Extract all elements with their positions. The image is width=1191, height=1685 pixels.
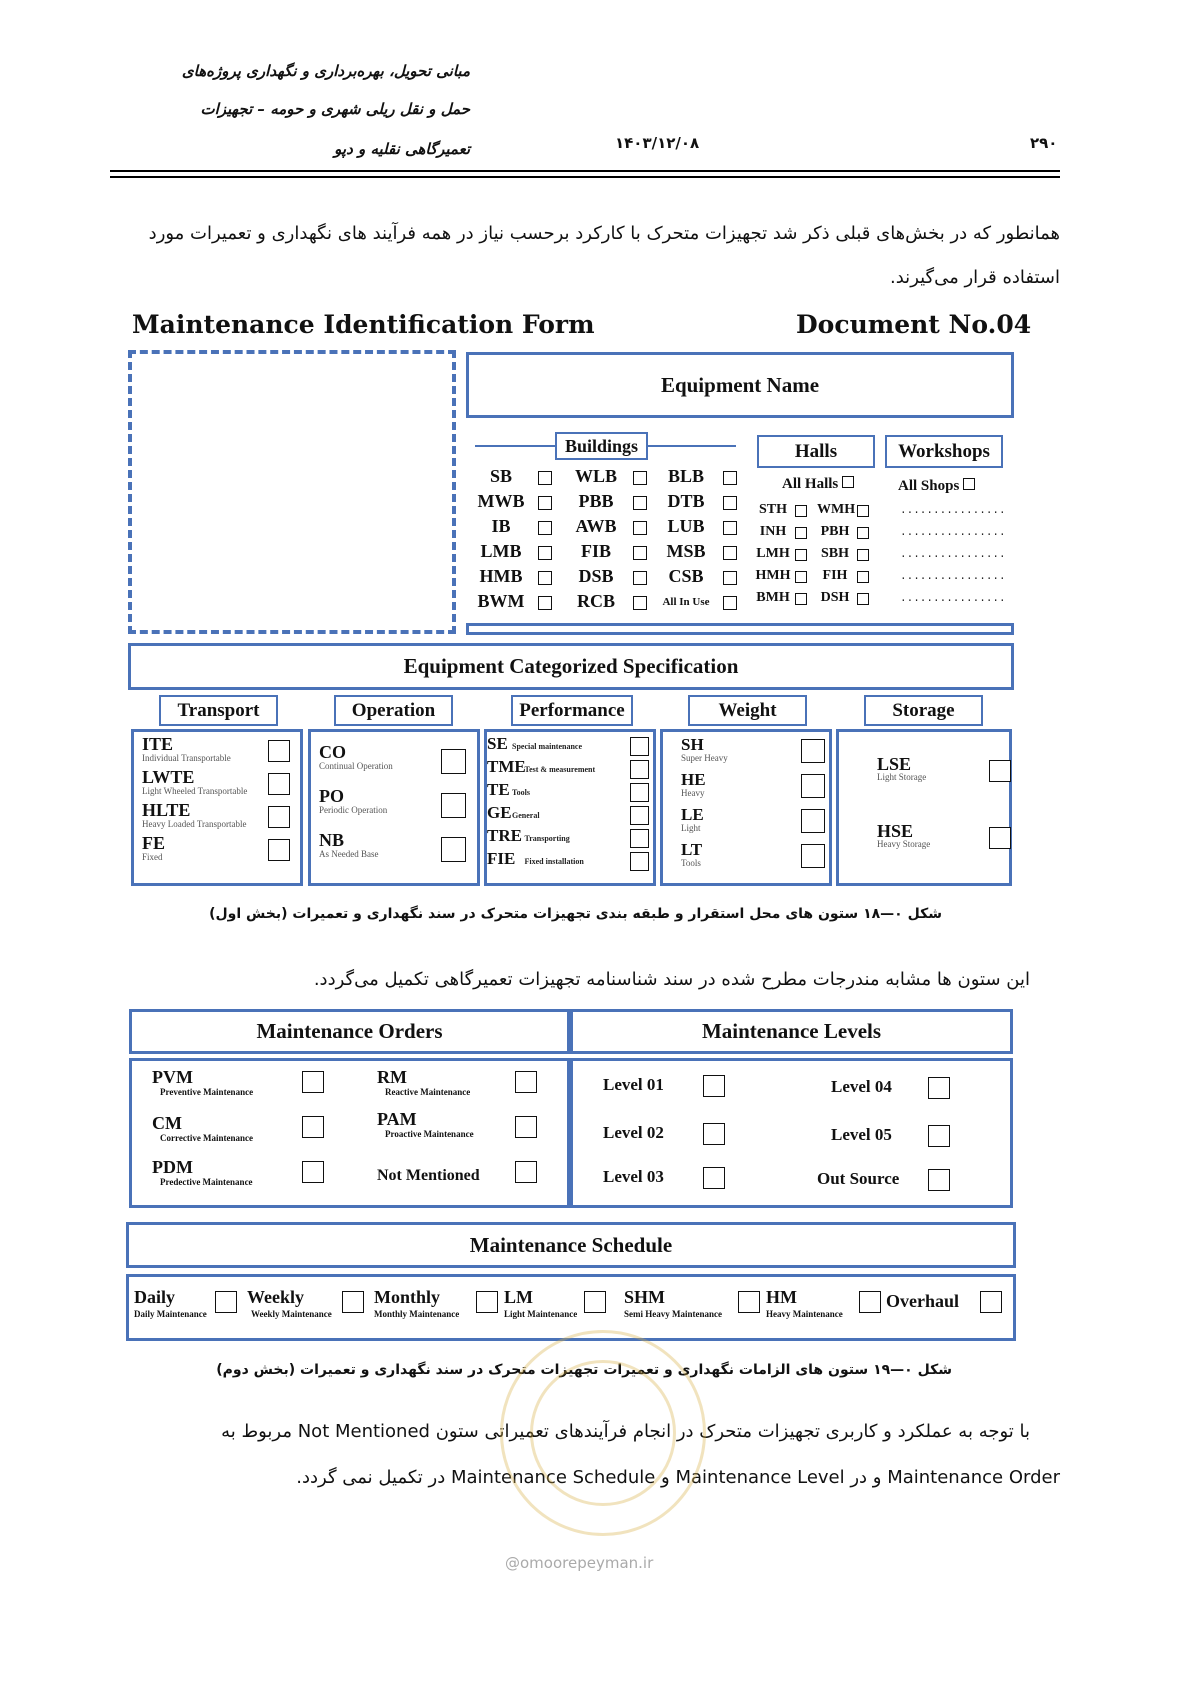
operation-po-desc: Periodic Operation xyxy=(319,805,388,815)
book-title-line3: تعمیرگاهی نقلیه و دپو xyxy=(334,140,470,158)
form-title: Maintenance Identification Form xyxy=(132,310,595,339)
schedule-overhaul-checkbox[interactable] xyxy=(980,1291,1002,1313)
transport-lwte-desc: Light Wheeled Transportable xyxy=(142,786,248,796)
building-csb-label: CSB xyxy=(668,566,704,586)
weight-sh-desc: Super Heavy xyxy=(681,753,728,763)
order-pam-code: PAM xyxy=(377,1109,417,1129)
storage-lse-checkbox[interactable] xyxy=(989,760,1011,782)
hall-dsh-label: DSH xyxy=(820,590,850,605)
schedule-monthly-code: Monthly xyxy=(374,1287,441,1307)
transport-ite-code: ITE xyxy=(142,734,174,754)
level-level-01-label: Level 01 xyxy=(603,1075,664,1094)
equipment-name-box[interactable] xyxy=(466,352,1014,418)
transport-ite-checkbox[interactable] xyxy=(268,740,290,762)
operation-nb-checkbox[interactable] xyxy=(441,837,466,862)
header-rule-top xyxy=(110,170,1060,172)
weight-sh-code: SH xyxy=(681,735,704,754)
transport-lwte-code: LWTE xyxy=(142,767,195,787)
transport-fe-code: FE xyxy=(142,833,166,853)
operation-nb-desc: As Needed Base xyxy=(319,849,379,859)
weight-lt-desc: Tools xyxy=(681,858,701,868)
schedule-weekly-checkbox[interactable] xyxy=(342,1291,364,1313)
schedule-overhaul-code: Overhaul xyxy=(886,1291,960,1311)
performance-fie-desc: Fixed installation xyxy=(524,857,584,866)
intro-paragraph: همانطور که در بخش‌های قبلی ذکر شد تجهیزات متحرک با کارکرد برحسب نیاز در همه فرآیند های نگهداری و تعمیرات مورد استفاده قرار می‌گیرند. xyxy=(148,223,1060,288)
photo-placeholder[interactable] xyxy=(128,350,456,634)
order-pam-checkbox[interactable] xyxy=(515,1116,537,1138)
performance-te-code: TE xyxy=(487,780,510,799)
performance-te-desc: Tools xyxy=(512,788,530,797)
order-pvm-desc: Preventive Maintenance xyxy=(160,1087,254,1097)
building-lub-checkbox[interactable] xyxy=(723,521,737,535)
level-level-02-label: Level 02 xyxy=(603,1123,664,1142)
level-level-05-label: Level 05 xyxy=(831,1125,892,1144)
hall-pbh-checkbox[interactable] xyxy=(857,527,869,539)
all-halls-label: All Halls xyxy=(782,476,839,492)
order-cm-code: CM xyxy=(152,1113,182,1133)
building-msb-checkbox[interactable] xyxy=(723,546,737,560)
hall-sbh-checkbox[interactable] xyxy=(857,549,869,561)
building-msb-label: MSB xyxy=(666,541,706,561)
buildings-label: Buildings xyxy=(555,432,648,460)
hall-fih-label: FIH xyxy=(822,568,848,583)
schedule-monthly-desc: Monthly Maintenance xyxy=(374,1309,460,1319)
watermark-at-icon: @ xyxy=(505,1554,520,1572)
order-not-mentioned-code: Not Mentioned xyxy=(377,1167,480,1184)
transport-hlte-checkbox[interactable] xyxy=(268,806,290,828)
buildings-line-right xyxy=(648,445,736,447)
weight-he-checkbox[interactable] xyxy=(801,774,825,798)
watermark-seal-inner xyxy=(530,1360,676,1506)
building-lmb-label: LMB xyxy=(480,541,522,561)
operation-co-code: CO xyxy=(319,742,346,762)
workshop-blank-1[interactable]: ................ xyxy=(900,505,1006,517)
order-pvm-checkbox[interactable] xyxy=(302,1071,324,1093)
transport-fe-desc: Fixed xyxy=(142,852,163,862)
level-level-03-checkbox[interactable] xyxy=(703,1167,725,1189)
hall-bmh-checkbox[interactable] xyxy=(795,593,807,605)
hall-lmh-label: LMH xyxy=(756,546,790,561)
all-shops-label: All Shops xyxy=(898,478,960,494)
hall-sbh-label: SBH xyxy=(820,546,849,561)
transport-hlte-code: HLTE xyxy=(142,800,191,820)
workshop-blank-3[interactable]: ................ xyxy=(900,549,1006,561)
hall-hmh-label: HMH xyxy=(755,568,791,583)
levels-header xyxy=(570,1009,1013,1054)
building-rcb-label: RCB xyxy=(576,591,615,611)
spec-title: Equipment Categorized Specification xyxy=(403,654,739,678)
building-dsb-checkbox[interactable] xyxy=(633,571,647,585)
performance-tme-desc: Test & measurement xyxy=(524,765,596,774)
building-ib-checkbox[interactable] xyxy=(538,521,552,535)
orders-box xyxy=(129,1058,570,1208)
weight-box xyxy=(660,729,832,886)
orders-title: Maintenance Orders xyxy=(256,1019,443,1043)
performance-se-code: SE xyxy=(487,734,508,753)
schedule-daily-code: Daily xyxy=(134,1287,176,1307)
building-dsb-label: DSB xyxy=(578,566,614,586)
schedule-shm-checkbox[interactable] xyxy=(738,1291,760,1313)
schedule-hm-code: HM xyxy=(766,1287,797,1307)
building-all-in-use-label: All In Use xyxy=(662,596,710,608)
weight-he-desc: Heavy xyxy=(681,788,705,798)
book-title-line2: حمل و نقل ریلی شهری و حومه – تجهیزات xyxy=(200,100,470,118)
page-number: ۲۹۰ xyxy=(1030,134,1058,152)
transport-hlte-desc: Heavy Loaded Transportable xyxy=(142,819,247,829)
order-pdm-desc: Predective Maintenance xyxy=(160,1177,253,1187)
building-dtb-label: DTB xyxy=(667,491,705,511)
hall-wmh-checkbox[interactable] xyxy=(857,505,869,517)
workshop-blank-2[interactable]: ................ xyxy=(900,527,1006,539)
schedule-weekly-desc: Weekly Maintenance xyxy=(251,1309,332,1319)
storage-hse-desc: Heavy Storage xyxy=(877,839,931,849)
building-fib-label: FIB xyxy=(580,541,611,561)
order-cm-checkbox[interactable] xyxy=(302,1116,324,1138)
storage-hse-checkbox[interactable] xyxy=(989,827,1011,849)
workshop-blank-4[interactable]: ................ xyxy=(900,571,1006,583)
performance-fie-checkbox[interactable] xyxy=(630,852,649,871)
halls-label: Halls xyxy=(757,435,875,468)
order-pdm-code: PDM xyxy=(152,1157,193,1177)
hall-fih-checkbox[interactable] xyxy=(857,571,869,583)
level-out-source-label: Out Source xyxy=(817,1169,900,1188)
building-mwb-checkbox[interactable] xyxy=(538,496,552,510)
weight-he-code: HE xyxy=(681,770,706,789)
hall-wmh-label: WMH xyxy=(817,502,856,517)
schedule-lm-code: LM xyxy=(504,1287,533,1307)
order-rm-desc: Reactive Maintenance xyxy=(385,1087,471,1097)
building-wlb-checkbox[interactable] xyxy=(633,471,647,485)
performance-tme-checkbox[interactable] xyxy=(630,760,649,779)
schedule-hm-desc: Heavy Maintenance xyxy=(766,1309,843,1319)
category-weight: Weight xyxy=(688,695,807,726)
closing-paragraph-line2: Maintenance Order و در Maintenance Level و Maintenance Schedule در تکمیل نمی گردد. xyxy=(296,1467,1060,1488)
figure-caption-2: شکل ۰—۱۹ ستون های الزامات نگهداری و تعمیرات تجهیزات متحرک در سند نگهداری و تعمیرات (بخش دوم) xyxy=(216,1362,952,1378)
figure-caption-1: شکل ۰—۱۸ ستون های محل استقرار و طبقه بندی تجهیزات متحرک در سند نگهداری و تعمیرات (بخش اول) xyxy=(209,906,942,922)
building-pbb-checkbox[interactable] xyxy=(633,496,647,510)
weight-lt-code: LT xyxy=(681,840,703,859)
level-level-01-checkbox[interactable] xyxy=(703,1075,725,1097)
building-all-in-use-checkbox[interactable] xyxy=(723,596,737,610)
schedule-title: Maintenance Schedule xyxy=(469,1233,673,1257)
schedule-lm-checkbox[interactable] xyxy=(584,1291,606,1313)
operation-po-code: PO xyxy=(319,786,344,806)
hall-bmh-label: BMH xyxy=(756,590,790,605)
order-pvm-code: PVM xyxy=(152,1067,193,1087)
performance-se-checkbox[interactable] xyxy=(630,737,649,756)
location-bottom-bar xyxy=(466,623,1014,635)
transport-lwte-checkbox[interactable] xyxy=(268,773,290,795)
all-shops-option[interactable] xyxy=(898,478,975,495)
storage-lse-desc: Light Storage xyxy=(877,772,927,782)
building-bwm-label: BWM xyxy=(477,591,525,611)
building-lub-label: LUB xyxy=(667,516,705,536)
operation-co-desc: Continual Operation xyxy=(319,761,393,771)
workshops-label: Workshops xyxy=(885,435,1003,468)
hall-pbh-label: PBH xyxy=(820,524,850,539)
building-wlb-label: WLB xyxy=(574,466,617,486)
category-operation: Operation xyxy=(334,695,453,726)
performance-ge-desc: General xyxy=(512,811,540,820)
performance-tme-code: TME xyxy=(487,757,526,776)
building-lmb-checkbox[interactable] xyxy=(538,546,552,560)
operation-po-checkbox[interactable] xyxy=(441,793,466,818)
performance-te-checkbox[interactable] xyxy=(630,783,649,802)
schedule-lm-desc: Light Maintenance xyxy=(504,1309,578,1319)
levels-title: Maintenance Levels xyxy=(701,1019,882,1043)
order-not-mentioned-checkbox[interactable] xyxy=(515,1161,537,1183)
schedule-daily-checkbox[interactable] xyxy=(215,1291,237,1313)
building-ib-label: IB xyxy=(491,516,511,536)
building-fib-checkbox[interactable] xyxy=(633,546,647,560)
schedule-hm-checkbox[interactable] xyxy=(859,1291,881,1313)
orders-header xyxy=(129,1009,570,1054)
weight-sh-checkbox[interactable] xyxy=(801,739,825,763)
hall-inh-label: INH xyxy=(759,524,787,539)
schedule-shm-code: SHM xyxy=(624,1287,666,1307)
building-sb-checkbox[interactable] xyxy=(538,471,552,485)
storage-hse-code: HSE xyxy=(877,821,914,841)
schedule-shm-desc: Semi Heavy Maintenance xyxy=(624,1309,722,1319)
building-awb-checkbox[interactable] xyxy=(633,521,647,535)
category-storage: Storage xyxy=(864,695,983,726)
header-date: ۱۴۰۳/۱۲/۰۸ xyxy=(615,134,700,152)
transport-box xyxy=(131,729,303,886)
book-title-line1: مبانی تحویل، بهره‌برداری و نگهداری پروژه‌های xyxy=(181,62,470,80)
category-performance: Performance xyxy=(511,695,633,726)
closing-paragraph-line1: با توجه به عملکرد و کاربری تجهیزات متحرک در انجام فرآیندهای تعمیراتی ستون Not Mentioned مربوط به xyxy=(221,1421,1030,1442)
performance-tre-desc: Transporting xyxy=(524,834,570,843)
transport-fe-checkbox[interactable] xyxy=(268,839,290,861)
performance-tre-checkbox[interactable] xyxy=(630,829,649,848)
building-hmb-label: HMB xyxy=(479,566,523,586)
level-out-source-checkbox[interactable] xyxy=(928,1169,950,1191)
watermark-url: @omoorepeyman.ir xyxy=(505,1554,654,1572)
hall-sth-label: STH xyxy=(758,502,787,517)
storage-lse-code: LSE xyxy=(877,754,912,774)
spec-title-box xyxy=(128,643,1014,690)
performance-ge-checkbox[interactable] xyxy=(630,806,649,825)
level-level-03-label: Level 03 xyxy=(603,1167,664,1186)
building-hmb-checkbox[interactable] xyxy=(538,571,552,585)
weight-le-desc: Light xyxy=(681,823,701,833)
order-rm-code: RM xyxy=(377,1067,407,1087)
hall-dsh-checkbox[interactable] xyxy=(857,593,869,605)
hall-lmh-checkbox[interactable] xyxy=(795,549,807,561)
storage-box xyxy=(836,729,1012,886)
building-sb-label: SB xyxy=(489,466,513,486)
schedule-daily-desc: Daily Maintenance xyxy=(134,1309,207,1319)
level-level-05-checkbox[interactable] xyxy=(928,1125,950,1147)
building-blb-checkbox[interactable] xyxy=(723,471,737,485)
operation-box xyxy=(308,729,480,886)
building-dtb-checkbox[interactable] xyxy=(723,496,737,510)
transport-ite-desc: Individual Transportable xyxy=(142,753,231,763)
workshop-blank-5[interactable]: ................ xyxy=(900,593,1006,605)
level-level-04-checkbox[interactable] xyxy=(928,1077,950,1099)
performance-ge-code: GE xyxy=(487,803,512,822)
order-pdm-checkbox[interactable] xyxy=(302,1161,324,1183)
weight-lt-checkbox[interactable] xyxy=(801,844,825,868)
hall-inh-checkbox[interactable] xyxy=(795,527,807,539)
order-pam-desc: Proactive Maintenance xyxy=(385,1129,474,1139)
all-halls-option[interactable] xyxy=(782,476,854,493)
level-level-04-label: Level 04 xyxy=(831,1077,892,1096)
performance-tre-code: TRE xyxy=(487,826,522,845)
category-transport: Transport xyxy=(159,695,278,726)
weight-le-code: LE xyxy=(681,805,704,824)
schedule-monthly-checkbox[interactable] xyxy=(476,1291,498,1313)
level-level-02-checkbox[interactable] xyxy=(703,1123,725,1145)
performance-se-desc: Special maintenance xyxy=(512,742,582,751)
performance-fie-code: FIE xyxy=(487,849,516,868)
document-number: Document No.04 xyxy=(796,310,1032,339)
operation-co-checkbox[interactable] xyxy=(441,749,466,774)
hall-sth-checkbox[interactable] xyxy=(795,505,807,517)
hall-hmh-checkbox[interactable] xyxy=(795,571,807,583)
all-shops-checkbox[interactable] xyxy=(963,478,975,490)
header-rule-bottom xyxy=(110,176,1060,178)
building-blb-label: BLB xyxy=(667,466,705,486)
building-rcb-checkbox[interactable] xyxy=(633,596,647,610)
weight-le-checkbox[interactable] xyxy=(801,809,825,833)
order-rm-checkbox[interactable] xyxy=(515,1071,537,1093)
operation-nb-code: NB xyxy=(319,830,345,850)
equipment-name-label: Equipment Name xyxy=(660,373,820,397)
building-mwb-label: MWB xyxy=(477,491,525,511)
all-halls-checkbox[interactable] xyxy=(842,476,854,488)
buildings-line-left xyxy=(475,445,555,447)
schedule-weekly-code: Weekly xyxy=(247,1287,304,1307)
schedule-box xyxy=(126,1274,1016,1341)
building-awb-label: AWB xyxy=(575,516,617,536)
performance-box xyxy=(484,729,656,886)
building-csb-checkbox[interactable] xyxy=(723,571,737,585)
levels-box xyxy=(570,1058,1013,1208)
building-pbb-label: PBB xyxy=(578,491,614,511)
schedule-header xyxy=(126,1222,1016,1268)
order-cm-desc: Corrective Maintenance xyxy=(160,1133,254,1143)
building-bwm-checkbox[interactable] xyxy=(538,596,552,610)
middle-paragraph: این ستون ها مشابه مندرجات مطرح شده در سند شناسنامه تجهیزات تعمیرگاهی تکمیل می‌گردد. xyxy=(313,969,1030,990)
